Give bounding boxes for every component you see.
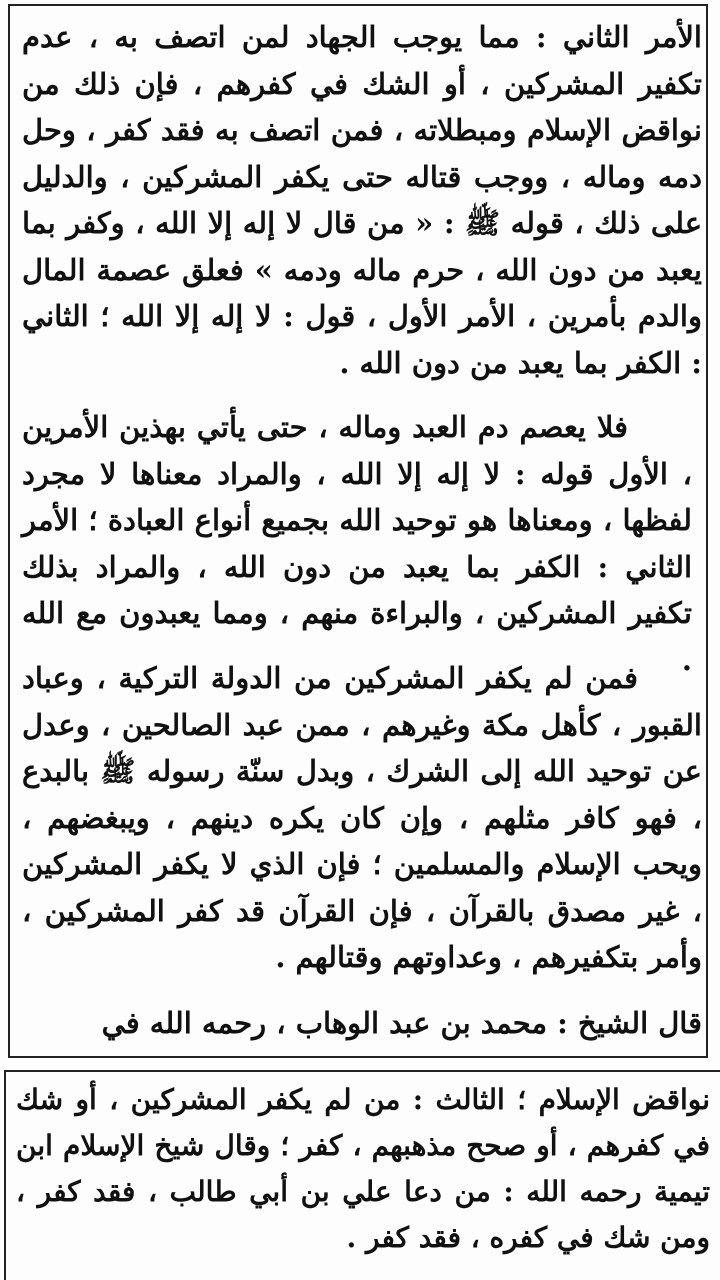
paragraph-4-lead: قال الشيخ : (557, 1006, 702, 1040)
paragraph-4 (22, 1000, 702, 1047)
paragraph-1 (22, 14, 702, 386)
paragraph-1-lead: الأمر الثاني : (535, 20, 702, 54)
footnote-text: نواقض الإسلام ؛ الثالث : من لم يكفر المشركين ، أو شك في كفرهم ، أو صحح مذهبهم ، كفر ؛ وقال شيخ الإسلام ابن تيمية رحمه الله : من دعا علي بن أبي طالب ، فقد كفر ، ومن شك في كفره ، فقد كفر . (16, 1083, 710, 1254)
paragraph-2-text: فلا يعصم دم العبد وماله ، حتى يأتي بهذين الأمرين ، الأول قوله : لا إله إلا الله ، والمراد معناها لا مجرد لفظها ، ومعناها هو توحيد الله بجميع أنواع العبادة ؛ الأمر الثاني : الكفر بما يعبد من دون الله ، والمراد بذلك تكفير المشركين ، والبراءة منهم ، ومما يعبدون مع الله . (22, 410, 692, 677)
paragraph-4-text: محمد بن عبد الوهاب ، رحمه الله في (101, 1006, 547, 1040)
paragraph-1-text: مما يوجب الجهاد لمن اتصف به ، عدم تكفير المشركين ، أو الشك في كفرهم ، فإن ذلك من نواقض الإسلام ومبطلاته ، فمن اتصف به فقد كفر ، وحل دمه وماله ، ووجب قتاله حتى يكفر المشركين ، والدليل على ذلك ، قوله ﷺ : « من قال لا إله إلا الله ، وكفر بما يعبد من دون الله ، حرم ماله ودمه » فعلق عصمة المال والدم بأمرين ، الأمر الأول ، قول : لا إله إلا الله ؛ الثاني : الكفر بما يعبد من دون الله . (22, 20, 702, 380)
paragraph-3-text: فمن لم يكفر المشركين من الدولة التركية ، وعباد القبور ، كأهل مكة وغيرهم ، ممن عبد الصالحين ، وعدل عن توحيد الله إلى الشرك ، وبدل سنّة رسوله ﷺ بالبدع ، فهو كافر مثلهم ، وإن كان يكره دينهم ، ويبغضهم ، ويحب الإسلام والمسلمين ؛ فإن الذي لا يكفر المشركين ، غير مصدق بالقرآن ، فإن القرآن قد كفر المشركين ، وأمر بتكفيرهم ، وعداوتهم وقتالهم . (22, 661, 702, 974)
paragraph-3 (22, 655, 702, 981)
paragraph-2 (22, 404, 692, 683)
